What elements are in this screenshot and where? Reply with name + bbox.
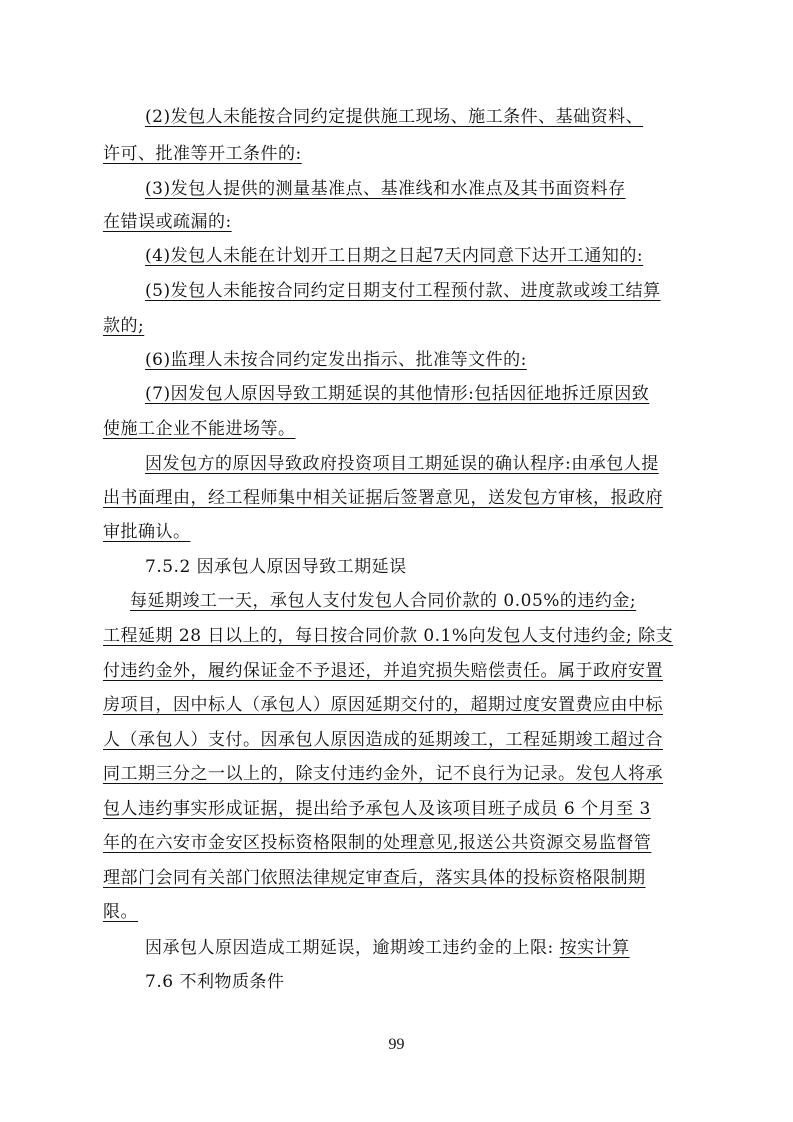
section-heading-7-6: 7.6 不利物质条件 bbox=[145, 972, 285, 992]
text-line-4: 在错误或疏漏的: bbox=[103, 212, 232, 232]
text-line-5: (4)发包人未能在计划开工日期之日起7天内同意下达开工通知的: bbox=[145, 246, 644, 266]
text-line-7: 款的; bbox=[103, 316, 145, 336]
text-line-16: 工程延期 28 日以上的，每日按合同价款 0.1%向发包人支付违约金; 除支 bbox=[103, 626, 674, 646]
text-line-18: 房项目，因中标人（承包人）原因延期交付的，超期过度安置费应由中标 bbox=[103, 695, 663, 715]
text-line-11: 因发包方的原因导致政府投资项目工期延误的确认程序:由承包人提 bbox=[145, 454, 659, 474]
text-line-24: 限。 bbox=[103, 902, 138, 922]
text-line-12: 出书面理由，经工程师集中相关证据后签署意见，送发包方审核，报政府 bbox=[103, 488, 663, 508]
text-line-22: 年的在六安市金安区投标资格限制的处理意见,报送公共资源交易监督管 bbox=[103, 833, 652, 853]
text-line-1: (2)发包人未能按合同约定提供施工现场、施工条件、基础资料、 bbox=[145, 107, 644, 127]
text-line-21: 包人违约事实形成证据，提出给予承包人及该项目班子成员 6 个月至 3 bbox=[103, 799, 651, 819]
text-line-19: 人（承包人）支付。因承包人原因造成的延期竣工，工程延期竣工超过合 bbox=[103, 730, 663, 750]
text-line-8: (6)监理人未按合同约定发出指示、批准等文件的: bbox=[145, 350, 527, 370]
text-line-2: 许可、批准等开工条件的: bbox=[103, 144, 302, 164]
limit-label: 因承包人原因造成工期延误，逾期竣工违约金的上限: bbox=[145, 938, 560, 958]
text-line-3: (3)发包人提供的测量基准点、基准线和水准点及其书面资料存 bbox=[145, 179, 626, 199]
page-number: 99 bbox=[388, 1036, 405, 1053]
text-line-9: (7)因发包人原因导致工期延误的其他情形:包括因征地拆迁原因致 bbox=[145, 384, 650, 404]
text-line-13: 审批确认。 bbox=[103, 522, 191, 542]
text-line-17: 付违约金外，履约保证金不予退还，并追究损失赔偿责任。属于政府安置 bbox=[103, 661, 663, 681]
text-line-6: (5)发包人未能按合同约定日期支付工程预付款、进度款或竣工结算 bbox=[145, 281, 661, 301]
text-line-10: 使施工企业不能进场等。 bbox=[103, 419, 296, 439]
text-line-23: 理部门会同有关部门依照法律规定审查后，落实具体的投标资格限制期 bbox=[103, 868, 646, 888]
liquidated-damages-limit bbox=[145, 936, 630, 960]
text-line-20: 同工期三分之一以上的，除支付违约金外，记不良行为记录。发包人将承 bbox=[103, 764, 663, 784]
limit-value: 按实计算 bbox=[559, 938, 630, 958]
text-line-15: 每延期竣工一天，承包人支付发包人合同价款的 0.05%的违约金; bbox=[130, 591, 637, 611]
section-heading-7-5-2: 7.5.2 因承包人原因导致工期延误 bbox=[145, 557, 407, 577]
